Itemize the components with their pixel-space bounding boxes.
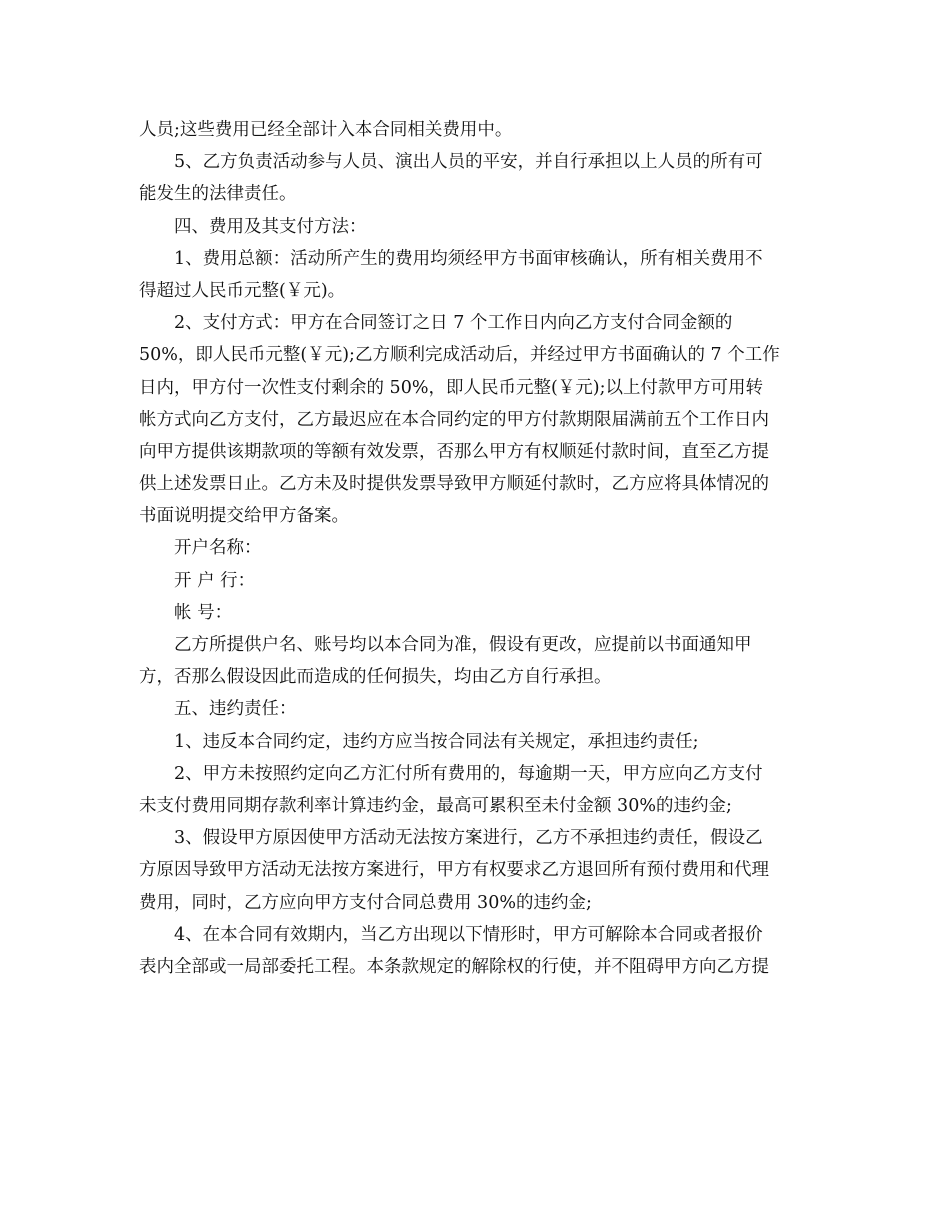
document-line: 方原因导致甲方活动无法按方案进行，甲方有权要求乙方退回所有预付费用和代理 xyxy=(139,860,769,881)
document-line: 供上述发票日止。乙方未及时提供发票导致甲方顺延付款时，乙方应将具体情况的 xyxy=(139,474,769,495)
document-line: 50%，即人民币元整(￥元);乙方顺利完成活动后，并经过甲方书面确认的 7 个工作 xyxy=(139,345,780,366)
document-line: 乙方所提供户名、账号均以本合同为准，假设有更改，应提前以书面通知甲 xyxy=(174,635,752,655)
document-line: 向甲方提供该期款项的等额有效发票，否那么甲方有权顺延付款时间，直至乙方提 xyxy=(139,441,769,462)
document-line: 开 户 行： xyxy=(174,570,256,591)
document-line: 5、乙方负责活动参与人员、演出人员的平安，并自行承担以上人员的所有可 xyxy=(174,152,763,173)
document-line: 帐 号： xyxy=(174,602,233,623)
document-line: 1、违反本合同约定，违约方应当按合同法有关规定，承担违约责任; xyxy=(174,731,699,752)
document-line: 费用，同时，乙方应向甲方支付合同总费用 30%的违约金; xyxy=(139,892,592,913)
document-line: 2、甲方未按照约定向乙方汇付所有费用的，每逾期一天，甲方应向乙方支付 xyxy=(174,763,763,784)
document-line: 3、假设甲方原因使甲方活动无法按方案进行，乙方不承担违约责任，假设乙 xyxy=(174,828,763,849)
document-line: 开户名称： xyxy=(174,538,262,559)
document-line: 日内，甲方付一次性支付剩余的 50%，即人民币元整(￥元);以上付款甲方可用转 xyxy=(139,377,764,398)
document-line: 方，否那么假设因此而造成的任何损失，均由乙方自行承担。 xyxy=(139,667,612,688)
document-line: 五、违约责任： xyxy=(174,699,297,720)
document-line: 1、费用总额：活动所产生的费用均须经甲方书面审核确认，所有相关费用不 xyxy=(174,248,763,269)
document-line: 表内全部或一局部委托工程。本条款规定的解除权的行使，并不阻碍甲方向乙方提 xyxy=(139,956,769,977)
document-line: 2、支付方式：甲方在合同签订之日 7 个工作日内向乙方支付合同金额的 xyxy=(174,313,733,334)
document-body xyxy=(139,114,819,983)
document-line: 书面说明提交给甲方备案。 xyxy=(139,506,349,527)
document-line: 人员;这些费用已经全部计入本合同相关费用中。 xyxy=(139,120,513,140)
document-line: 帐方式向乙方支付，乙方最迟应在本合同约定的甲方付款期限届满前五个工作日内 xyxy=(139,409,769,430)
document-line: 能发生的法律责任。 xyxy=(139,184,297,205)
document-line: 4、在本合同有效期内，当乙方出现以下情形时，甲方可解除本合同或者报价 xyxy=(174,924,763,945)
document-line: 四、费用及其支付方法： xyxy=(174,216,367,237)
document-line: 未支付费用同期存款利率计算违约金，最高可累积至未付金额 30%的违约金; xyxy=(139,795,732,816)
document-line: 得超过人民币元整(￥元)。 xyxy=(139,280,346,301)
